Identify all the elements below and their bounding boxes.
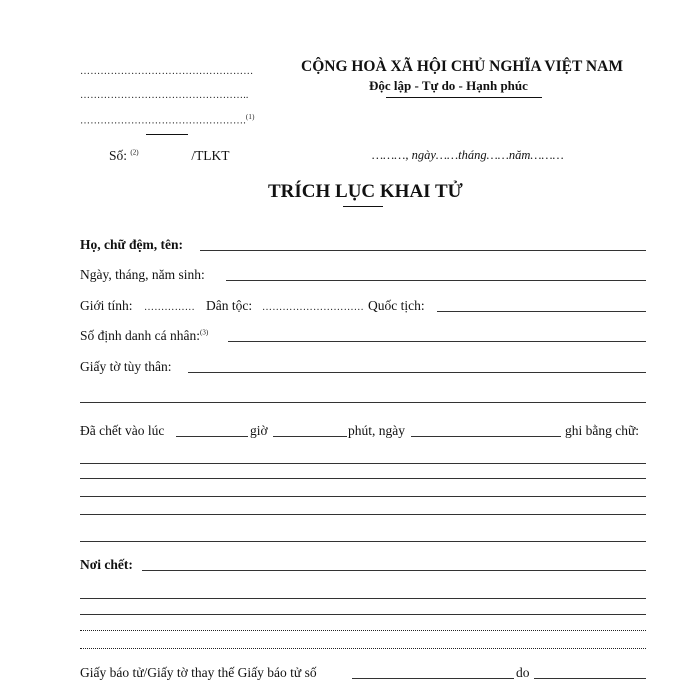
- death-notice-label: Giấy báo tử/Giấy tờ thay thế Giấy báo tử số: [80, 665, 317, 680]
- full-name-field[interactable]: [200, 250, 646, 251]
- issuer-line-2: …………………………………………..: [80, 90, 249, 101]
- dob-field[interactable]: [226, 280, 646, 281]
- footnote-2: (2): [130, 148, 139, 157]
- id-document-label: Giấy tờ tùy thân:: [80, 359, 172, 374]
- minute-day-label: phút, ngày: [348, 423, 405, 438]
- motto-underline: [386, 97, 542, 98]
- place-of-death-line-4[interactable]: [80, 630, 646, 631]
- document-number: [109, 148, 230, 164]
- death-minute-field[interactable]: [273, 436, 347, 437]
- id-document-field-line-2[interactable]: [80, 402, 646, 403]
- in-words-line-5[interactable]: [80, 541, 646, 542]
- in-words-line-3[interactable]: [80, 496, 646, 497]
- gender-label: Giới tính:: [80, 298, 133, 313]
- in-words-line-2[interactable]: [80, 478, 646, 479]
- personal-id-label: [80, 328, 208, 344]
- footnote-1: (1): [245, 113, 255, 121]
- issuer-line-3-text: ………………………………………….: [80, 115, 246, 127]
- died-at-label: Đã chết vào lúc: [80, 423, 165, 438]
- nation-name: CỘNG HOÀ XÃ HỘI CHỦ NGHĨA VIỆT NAM: [301, 58, 623, 75]
- place-of-death-line-2[interactable]: [80, 598, 646, 599]
- nationality-field[interactable]: [437, 311, 646, 312]
- ethnicity-field[interactable]: …………………………: [262, 302, 364, 313]
- death-notice-number-field[interactable]: [352, 678, 514, 679]
- issue-date-line: ………, ngày……tháng……năm………: [372, 148, 564, 162]
- in-words-line-1[interactable]: [80, 463, 646, 464]
- footnote-3: (3): [199, 328, 209, 337]
- place-of-death-label: Nơi chết:: [80, 557, 133, 572]
- ethnicity-label: Dân tộc:: [206, 298, 253, 313]
- nationality-label: Quốc tịch:: [368, 298, 425, 313]
- national-motto: Độc lập - Tự do - Hạnh phúc: [369, 78, 528, 93]
- issuer-underline: [146, 134, 188, 135]
- personal-id-text: Số định danh cá nhân:: [80, 328, 200, 343]
- death-date-field[interactable]: [411, 436, 561, 437]
- death-hour-field[interactable]: [176, 436, 248, 437]
- title-underline: [343, 206, 383, 207]
- number-label: Số:: [109, 148, 128, 163]
- id-document-field[interactable]: [188, 372, 646, 373]
- issued-by-field[interactable]: [534, 678, 646, 679]
- dob-label: Ngày, tháng, năm sinh:: [80, 267, 205, 282]
- place-of-death-field[interactable]: [142, 570, 646, 571]
- gender-field[interactable]: ……………: [144, 302, 195, 313]
- in-words-label: ghi bằng chữ:: [565, 423, 640, 438]
- issuer-line-1: ……………………………………………: [80, 66, 254, 77]
- in-words-line-4[interactable]: [80, 514, 646, 515]
- hour-label: giờ: [250, 423, 268, 438]
- issuer-line-3: [80, 113, 255, 126]
- place-of-death-line-5[interactable]: [80, 648, 646, 649]
- personal-id-field[interactable]: [228, 341, 646, 342]
- full-name-label: Họ, chữ đệm, tên:: [80, 237, 183, 252]
- place-of-death-line-3[interactable]: [80, 614, 646, 615]
- issued-by-label: do: [516, 665, 530, 680]
- number-suffix: /TLKT: [191, 148, 230, 163]
- document-title: TRÍCH LỤC KHAI TỬ: [268, 181, 463, 202]
